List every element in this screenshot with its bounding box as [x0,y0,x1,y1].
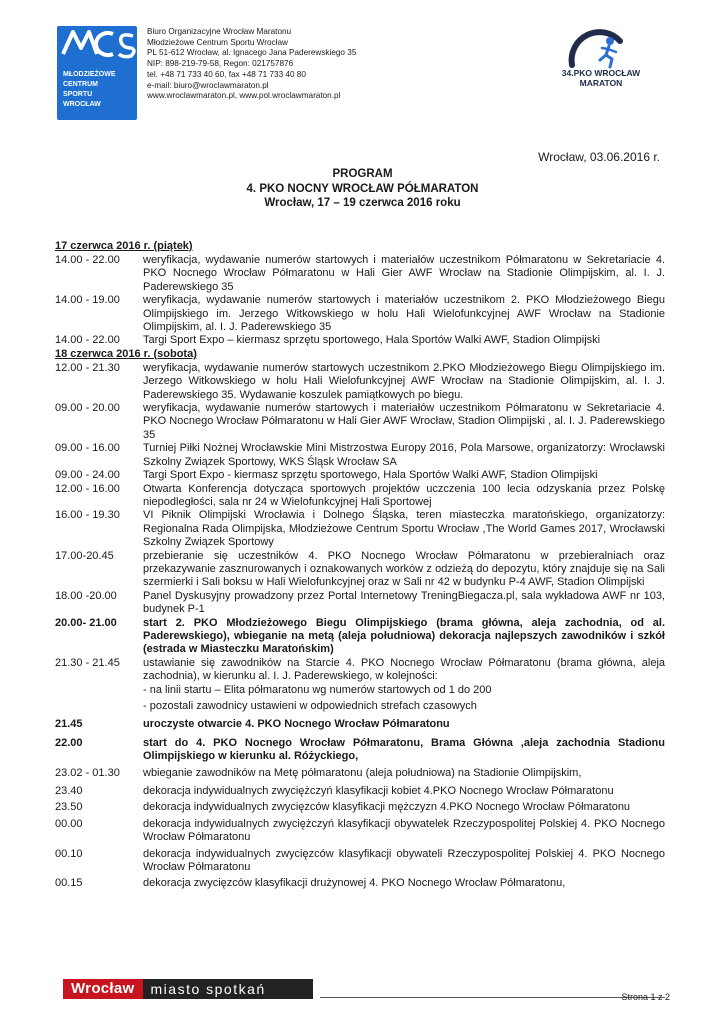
schedule-time: 14.00 - 22.00 [55,334,120,347]
page-number: Strona 1 z 2 [621,992,670,1002]
schedule-time: 09.00 - 24.00 [55,469,120,482]
schedule-row [55,848,665,875]
schedule-time: 23.02 - 01.30 [55,766,120,779]
schedule-row [55,877,665,890]
title-program: PROGRAM [332,168,393,180]
schedule-description: weryfikacja, wydawanie numerów startowych i materiałów uczestnikom Półmaratonu w Sekretariacie 4. PKO Nocnego Wrocław Półmaratonu w Hali Gier AWF Wrocław na Stadionie Olimpijskim, al. I. J. Paderewskiego 35 [143,254,665,293]
schedule-description: Panel Dyskusyjny prowadzony przez Portal Internetowy TreningBiegacza.pl, sala wykładowa AWF nr 103, budynek P-1 [143,589,665,616]
schedule-time: 00.00 [55,817,83,830]
schedule-description: dekoracja indywidualnych zwycięzców klasyfikacji obywateli Rzeczypospolitej Polskiej 4. PKO Nocnego Wrocław Półmaratonu [143,847,665,874]
schedule-time: 18.00 -20.00 [55,589,117,602]
document-title [0,167,725,211]
schedule-description: Otwarta Konferencja dotycząca sportowych projektów uczczenia 100 lecia odzyskania przez Polskę niepodległości, sala nr 24 w Wielofunkcyjnej Hali Sportowej [143,482,665,508]
schedule-description: dekoracja indywidualnych zwyciężczyń klasyfikacji obywatelek Rzeczypospolitej Polskiej 4. PKO Nocnego Wrocław Półmaratonu [143,817,665,844]
schedule-description: start do 4. PKO Nocnego Wrocław Półmaratonu, Brama Główna ,aleja zachodnia Stadionu Olimpijskiego w kierunku al. Różyckiego, [143,736,665,763]
schedule-description: - na linii startu – Elita półmaratonu wg numerów startowych od 1 do 200 [143,683,492,696]
schedule-time: 14.00 - 22.00 [55,254,120,266]
footer-slogan: miasto spotkań [143,979,313,999]
title-event: 4. PKO NOCNY WROCŁAW PÓŁMARATON [246,182,479,195]
title-dates: Wrocław, 17 – 19 czerwca 2016 roku [264,197,461,209]
schedule-row [55,362,665,402]
schedule-description: start 2. PKO Młodzieżowego Biegu Olimpijskiego (brama główna, aleja zachodnia, od al. Paderewskiego), wbieganie na metą (aleja południowa) dekoracja najlepszych zawodników i szkół (estrada w Miasteczku Maratońskim) [143,616,665,656]
schedule-time [55,684,143,697]
schedule-description: Turniej Piłki Nożnej Wrocławskie Mini Mistrzostwa Europy 2016, Pola Marsowe, organizatorzy: Wrocławski Szkolny Związek Sportowy, WKS Śląsk Wrocław SA [143,442,665,468]
schedule-time: 12.00 - 16.00 [55,482,120,495]
schedule-time: 23.40 [55,785,83,798]
schedule-time: 00.10 [55,847,83,860]
org-line: NIP: 898-219-79-58, Regon: 021757876 [147,59,294,69]
org-line: PL 51-612 Wrocław, al. Ignacego Jana Paderewskiego 35 [147,48,357,58]
org-line: Biuro Organizacyjne Wrocław Maratonu [147,27,292,36]
schedule-row [55,684,665,697]
schedule-time: 09.00 - 16.00 [55,442,120,455]
schedule-description: weryfikacja, wydawanie numerów startowych i materiałów uczestnikom Półmaratonu w Sekretariacie 4. PKO Nocnego Wrocław Półmaratonu w Hali Gier AWF Wrocław, Stadion Olimpijski , al. I. J. Paderewskiego 35 [143,402,665,441]
org-websites[interactable]: www.wroclawmaraton.pl, www.pol.wroclawmaraton.pl [147,91,341,101]
schedule-row [55,550,665,590]
schedule-time: 17.00-20.45 [55,549,114,562]
schedule-description: VI Piknik Olimpijski Wrocławia i Dolnego Śląska, teren miasteczka maratońskiego, organizatorzy: Regionalna Rada Olimpijska, Młodzieżowe Centrum Sportu Wrocław ,The World Games 2017, Wrocławski Szkolny Związek Sportowy [143,509,665,549]
day-heading-friday: 17 czerwca 2016 r. (piątek) [55,240,193,252]
schedule-row [55,700,665,713]
schedule-row [55,801,665,814]
schedule-description: wbieganie zawodników na Metę półmaratonu (aleja południowa) na Stadionie Olimpijskim, [143,766,582,779]
schedule-time: 22.00 [55,736,83,749]
organization-address [147,27,447,102]
schedule-time: 16.00 - 19.30 [55,509,120,522]
schedule-description: dekoracja indywidualnych zwycięzców klasyfikacji mężczyzn 4.PKO Nocnego Wrocław Półmaratonu [143,801,631,814]
mcs-logo [57,26,137,120]
mcs-logo-line-2: CENTRUM [63,81,98,88]
footer-city-logo [63,979,313,999]
schedule-row [55,254,665,294]
schedule-row [55,442,665,469]
schedule-row [55,334,665,347]
schedule-time: 21.45 [55,718,83,731]
schedule-description: przebieranie się uczestników 4. PKO Nocnego Wrocław Półmaratonu w przebieralniach oraz przekazywanie zasznurowanych i oznakowanych worków z odzieżą do depozytu, który znajduje się na Sali szermierki i Sali boksu w Hali Wielofunkcyjnej oraz w Sali nr 42 w budynku P-4 AWF, Stadion Olimpijski [143,549,665,589]
schedule-time: 20.00- 21.00 [55,616,117,629]
day-heading-saturday: 18 czerwca 2016 r. (sobota) [55,347,197,360]
schedule-description: dekoracja indywidualnych zwyciężczyń klasyfikacji kobiet 4.PKO Nocnego Wrocław Półmaratonu [143,785,614,798]
schedule-row [55,657,665,684]
mcs-logo-line-4: WROCŁAW [63,101,101,108]
org-email[interactable]: e-mail: biuro@wroclawmaraton.pl [147,80,269,90]
schedule-time: 00.15 [55,877,83,890]
schedule-row [55,509,665,549]
schedule-row-highlight [55,718,665,731]
schedule-description: Targi Sport Expo - kiermasz sprzętu sportowego, Hala Sportów Walki AWF, Stadion Olimpijski [143,469,598,482]
schedule-time: 14.00 - 19.00 [55,294,120,307]
schedule-description: - pozostali zawodnicy ustawieni w odpowiednich strefach czasowych [143,700,477,712]
schedule-time [55,700,143,713]
org-line: Młodzieżowe Centrum Sportu Wrocław [147,37,288,47]
schedule-row [55,767,665,780]
schedule-time: 23.50 [55,801,83,814]
schedule-row [55,483,665,510]
schedule-row [55,469,665,482]
schedule-description: Targi Sport Expo – kiermasz sprzętu sportowego, Hala Sportów Walki AWF, Stadion Olimpijski [143,334,601,347]
schedule-time: 09.00 - 20.00 [55,402,120,415]
schedule-row-highlight [55,737,665,764]
schedule-description: weryfikacja, wydawanie numerów startowych uczestnikom 2.PKO Młodzieżowego Biegu Olimpijskiego im. Jerzego Witkowskiego w holu Hali Wielofunkcyjnej AWF Wrocław na Stadionie Olimpijskim, al. I. J. Paderewskiego 35. Wydawanie koszulek pamiątkowych po biegu. [143,361,665,401]
marathon-name-line-1: 34.PKO WROCŁAW [561,68,641,78]
marathon-name-line-2: MARATON [579,78,623,88]
marathon-name [556,68,646,88]
schedule-description: dekoracja zwycięzców klasyfikacji drużynowej 4. PKO Nocnego Wrocław Półmaratonu, [143,877,566,890]
mcs-logo-line-3: SPORTU [63,91,93,98]
org-line: tel. +48 71 733 40 60, fax +48 71 733 40 80 [147,69,306,79]
mcs-logo-line-1: MŁODZIEŻOWE [63,71,116,78]
footer-city-name: Wrocław [63,979,143,999]
schedule-row-highlight [55,617,665,657]
schedule-description: ustawianie się zawodników na Starcie 4. PKO Nocnego Wrocław Półmaratonu (brama główna, aleja zachodnia), w kierunku al. I. J. Paderewskiego, w kolejności: [143,656,665,683]
schedule-description: weryfikacja, wydawanie numerów startowych i materiałów uczestnikom 2. PKO Młodzieżowego Biegu Olimpijskiego im. Jerzego Witkowskiego w holu Hali Wielofunkcyjnej AWF Wrocław na Stadionie Olimpijskim, al. I. J. Paderewskiego 35 [143,294,665,334]
schedule [55,240,665,891]
schedule-row [55,294,665,334]
schedule-row [55,818,665,845]
document-date: Wrocław, 03.06.2016 r. [538,150,660,164]
schedule-row [55,402,665,442]
schedule-row [55,590,665,617]
schedule-time: 21.30 - 21.45 [55,656,120,669]
schedule-time: 12.00 - 21.30 [55,361,120,374]
schedule-description: uroczyste otwarcie 4. PKO Nocnego Wrocław Półmaratonu [143,718,450,731]
schedule-row [55,785,665,798]
